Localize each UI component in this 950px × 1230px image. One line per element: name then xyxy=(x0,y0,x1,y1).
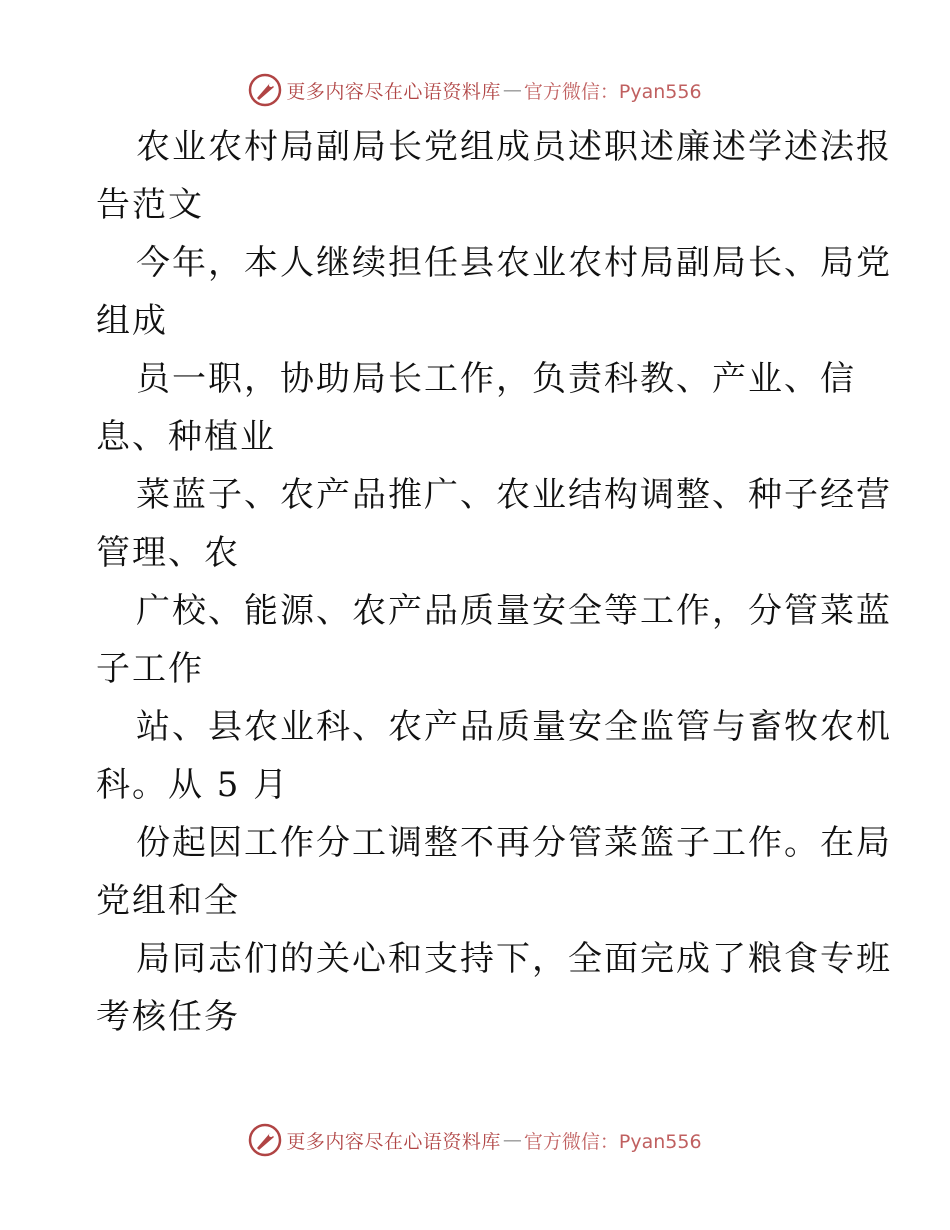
wechat-label: 官方微信：Pyan556 xyxy=(523,1130,702,1153)
banner-dash: — xyxy=(502,79,522,101)
doc-line: 管理、农 xyxy=(96,533,240,573)
doc-line: 子工作 xyxy=(96,649,204,689)
doc-line: 农业农村局副局长党组成员述职述廉述学述法报 xyxy=(136,127,892,167)
doc-line: 菜蓝子、农产品推广、农业结构调整、种子经营 xyxy=(136,475,892,515)
banner-dash: — xyxy=(502,1129,522,1151)
pen-nib-logo-icon xyxy=(248,73,282,107)
doc-line: 份起因工作分工调整不再分管菜篮子工作。在局 xyxy=(136,823,892,863)
pen-nib-logo-icon xyxy=(248,1123,282,1157)
doc-line: 考核任务 xyxy=(96,997,240,1037)
doc-line: 科。从 5 月 xyxy=(96,765,290,805)
doc-line: 组成 xyxy=(96,301,168,341)
doc-line: 员一职，协助局长工作，负责科教、产业、信 xyxy=(136,359,856,399)
doc-line: 局同志们的关心和支持下，全面完成了粮食专班 xyxy=(136,939,892,979)
doc-line: 党组和全 xyxy=(96,881,240,921)
doc-line: 站、县农业科、农产品质量安全监管与畜牧农机 xyxy=(136,707,892,747)
doc-line: 息、种植业 xyxy=(96,417,276,457)
footer-banner xyxy=(0,1120,950,1160)
doc-line: 今年，本人继续担任县农业农村局副局长、局党 xyxy=(136,243,892,283)
brand-text: 更多内容尽在心语资料库 xyxy=(286,80,501,103)
header-banner xyxy=(0,70,950,110)
doc-line: 广校、能源、农产品质量安全等工作，分管菜蓝 xyxy=(136,591,892,631)
document-body xyxy=(96,118,892,1046)
brand-text: 更多内容尽在心语资料库 xyxy=(286,1130,501,1153)
wechat-label: 官方微信：Pyan556 xyxy=(523,80,702,103)
doc-line: 告范文 xyxy=(96,185,204,225)
